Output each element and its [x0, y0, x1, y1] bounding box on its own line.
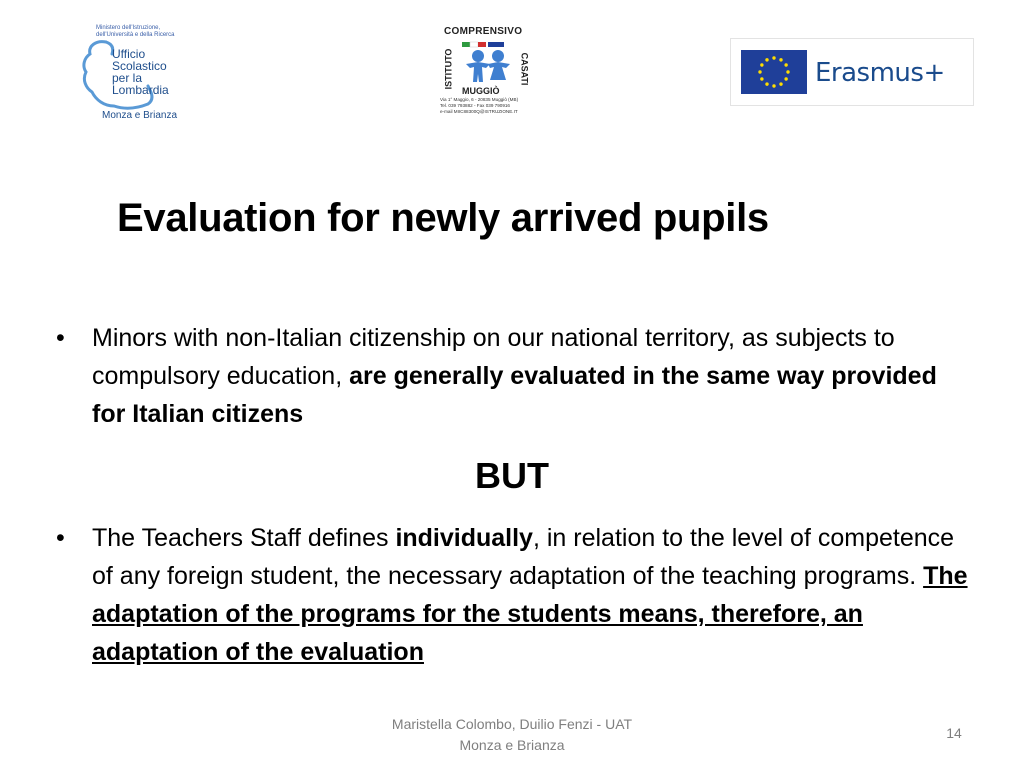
slide-footer: Maristella Colombo, Duilio Fenzi - UAT Monza e Brianza: [391, 716, 633, 753]
istituto-casati-logo: [436, 26, 540, 122]
page-number: 14: [946, 725, 962, 741]
eu-star-icon: [760, 63, 763, 66]
eu-star-icon: [772, 84, 775, 87]
children-figures-icon: [458, 40, 518, 86]
eu-star-icon: [760, 77, 763, 80]
eu-star-icon: [784, 63, 787, 66]
usr-sub: Monza e Brianza: [102, 110, 178, 121]
ministry-label: Ministero dell'Istruzione, dell'Università e della Ricerca: [96, 25, 175, 38]
ic-address: Via 1° Maggio, 6 - 20835 Muggiò (MB) Tel. 039 793882 - Fax 039 790916 e-mail MIIC88300Q@ISTRUZIONE.IT: [440, 97, 519, 114]
bullet-text: The Teachers Staff defines individually, in relation to the level of competence of any foreign student, the necessary adaptation of the teaching programs. The adaptation of the programs for the students means, therefore, an adaptation of the evaluation: [92, 524, 968, 666]
bullet-marker: •: [56, 324, 65, 352]
bullet-marker: •: [56, 524, 65, 552]
eu-star-icon: [786, 70, 789, 73]
eu-star-icon: [772, 56, 775, 59]
ic-name: MUGGIÒ: [462, 86, 500, 96]
but-heading: BUT: [475, 455, 549, 496]
usr-name: Ufficio Scolastico per la Lombardia: [112, 47, 169, 97]
ic-top-label: COMPRENSIVO: [444, 26, 523, 37]
eu-star-icon: [758, 70, 761, 73]
ic-left-label: ISTITUTO: [443, 48, 454, 90]
erasmus-plus-logo: [730, 38, 974, 106]
eu-star-icon: [765, 58, 768, 61]
eu-star-icon: [765, 82, 768, 85]
slide-title: Evaluation for newly arrived pupils: [117, 196, 769, 240]
ic-right-label: CASATI: [519, 52, 530, 86]
bullet-text: Minors with non-Italian citizenship on our national territory, as subjects to compulsory education, are generally evaluated in the same way provided for Italian citizens: [92, 324, 937, 428]
eu-star-icon: [779, 82, 782, 85]
eu-star-icon: [779, 58, 782, 61]
eu-flag-icon: [741, 50, 807, 94]
erasmus-text: Erasmus+: [815, 58, 945, 88]
usr-lombardia-logo: [78, 22, 228, 126]
eu-star-icon: [784, 77, 787, 80]
